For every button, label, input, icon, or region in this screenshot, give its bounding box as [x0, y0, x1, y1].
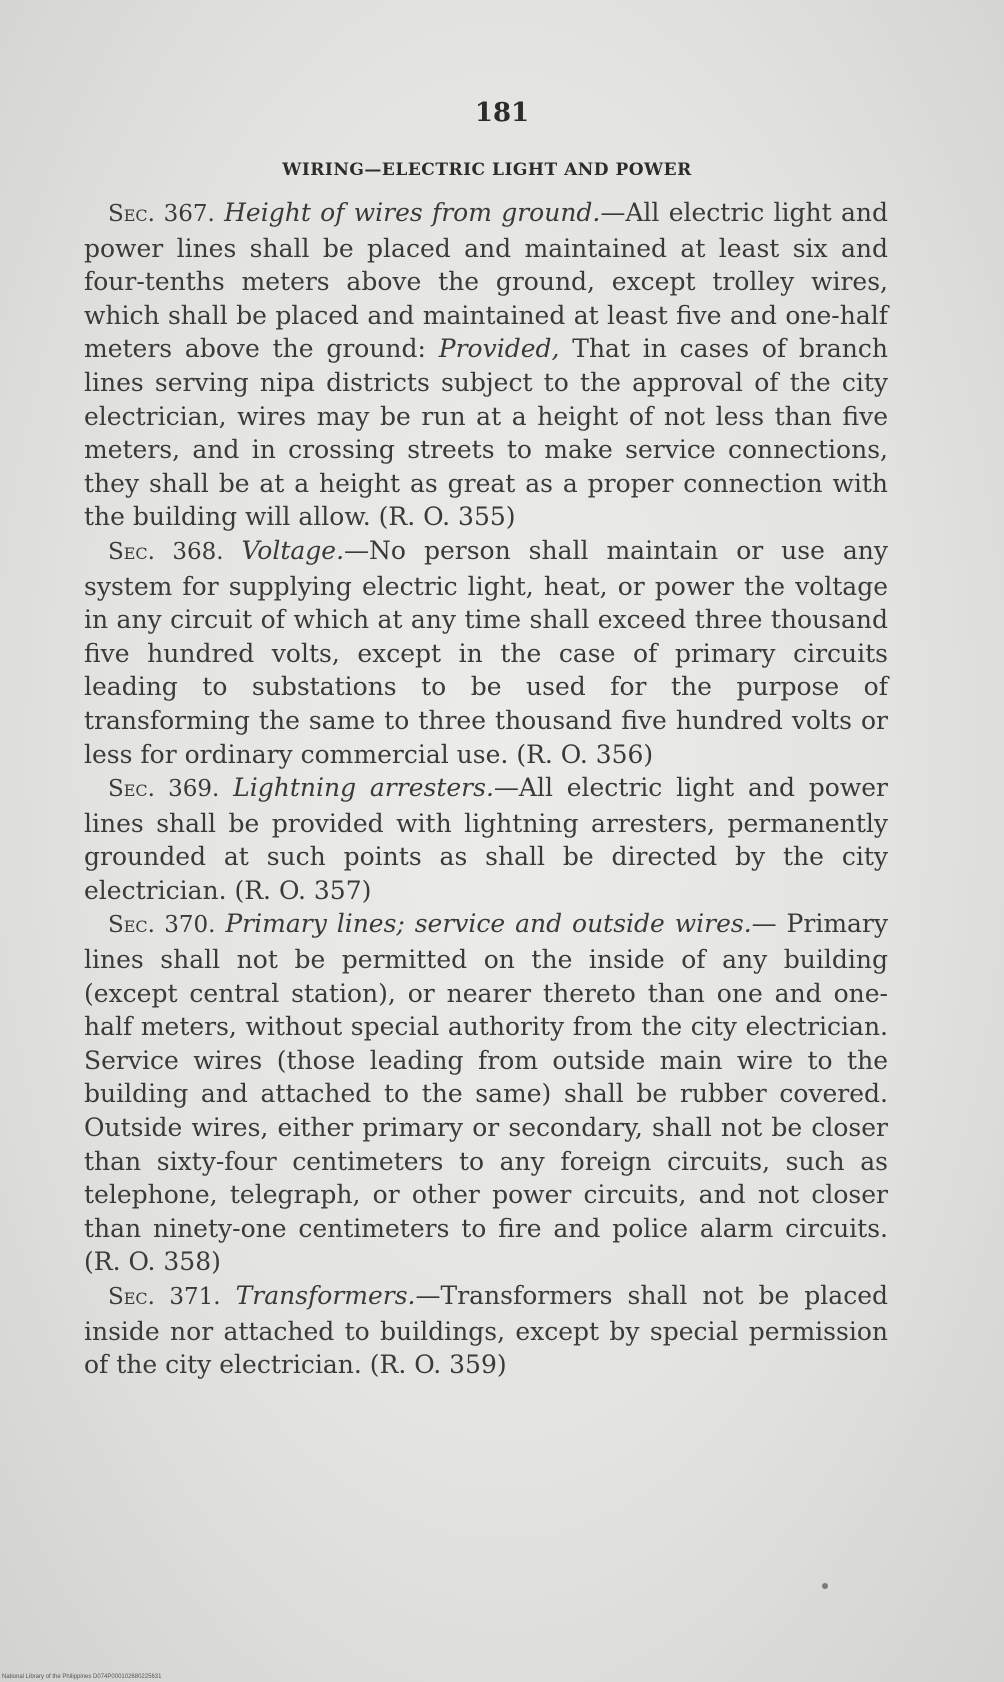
- section-label: Sec. 368.: [108, 538, 224, 565]
- section-citation: (R. O. 358): [84, 1247, 221, 1277]
- section-text: —All electric light and power lines shall be placed and maintained at least six and four-tenths meters above the ground, except trolley wires, which shall be placed and maintained at least five and one-half meters above the ground:: [84, 198, 888, 364]
- section-label: Sec. 371.: [108, 1284, 221, 1310]
- section-label: Sec. 369.: [108, 776, 220, 803]
- section-text: —All electric light and power lines shall be provided with lightning arresters, permanently grounded at such points as shall be directed by the city electrician.: [84, 773, 889, 905]
- section-citation: (R. O. 359): [369, 1350, 507, 1380]
- section-catchline: Transformers.: [235, 1281, 416, 1310]
- section-369: [84, 771, 888, 907]
- running-head: WIRING—ELECTRIC LIGHT AND POWER: [282, 160, 692, 180]
- section-371: [84, 1279, 888, 1382]
- proviso-word: Provided,: [438, 334, 560, 364]
- section-text: — Primary lines shall not be permitted on the inside of any building (except central station), or nearer thereto than one and one-half meters, without special authority from the city electrician. Service wires (those leading from outside main wire to the building and attached to the same) shall be rubber covered. Outside wires, either primary or secondary, shall not be closer than sixty-four centimeters to any foreign circuits, such as telephone, telegraph, or other power circuits, and not closer than ninety-one centimeters to fire and police alarm circuits.: [84, 909, 888, 1243]
- section-citation: (R. O. 355): [378, 502, 516, 532]
- paper-speck: [822, 1583, 828, 1589]
- section-text-continued: That in cases of branch lines serving nipa districts subject to the approval of the city electrician, wires may be run at a height of not less than five meters, and in crossing streets to make service connections, they shall be at a height as great as a proper connection with the building will allow.: [84, 334, 888, 532]
- section-catchline: Primary lines; service and outside wires.: [225, 909, 752, 939]
- section-368: [84, 534, 888, 771]
- section-citation: (R. O. 356): [516, 739, 654, 769]
- section-catchline: Height of wires from ground.: [224, 198, 601, 227]
- scan-credit: National Library of the Philippines D074P000102680225631: [2, 1674, 162, 1680]
- section-citation: (R. O. 357): [234, 875, 372, 905]
- section-label: Sec. 370.: [108, 912, 216, 939]
- body-text: [84, 196, 888, 1382]
- section-text: —Transformers shall not be placed inside nor attached to buildings, except by special permission of the city electrician.: [84, 1281, 889, 1380]
- section-label: Sec. 367.: [108, 201, 215, 227]
- page-number: 181: [474, 98, 530, 128]
- section-text: —No person shall maintain or use any system for supplying electric light, heat, or power the voltage in any circuit of which at any time shall exceed three thousand five hundred volts, except in the case of primary circuits leading to substations to be used for the purpose of transforming the same to three thousand five hundred volts or less for ordinary commercial use.: [84, 535, 888, 769]
- section-367: [84, 196, 888, 534]
- section-370: [84, 907, 888, 1279]
- section-catchline: Lightning arresters.: [233, 773, 494, 803]
- section-catchline: Voltage.: [241, 535, 345, 565]
